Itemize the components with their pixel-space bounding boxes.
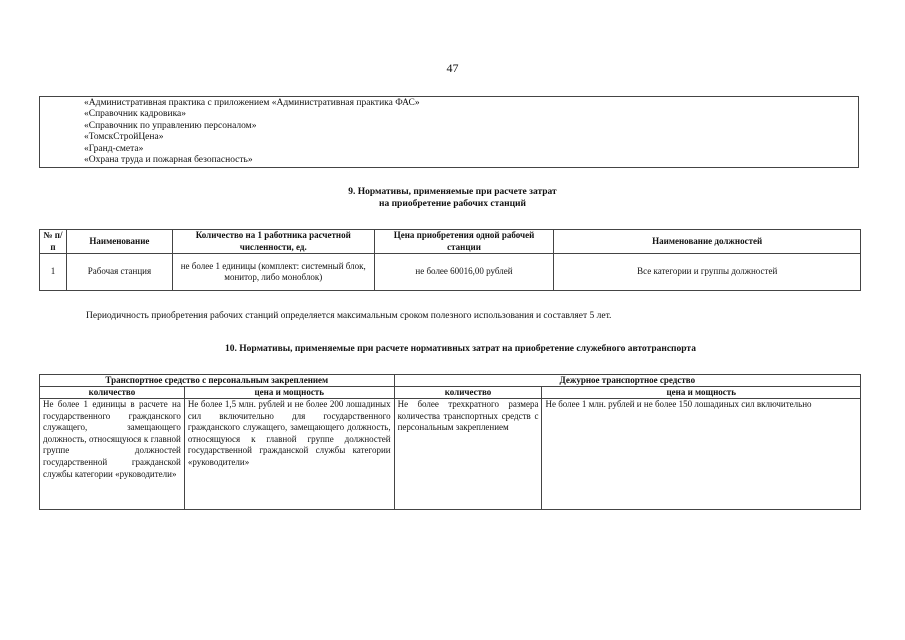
- vehicles-table: [39, 374, 861, 510]
- header-duty-quantity: количество: [394, 387, 542, 399]
- software-item: «Справочник кадровика»: [84, 109, 187, 120]
- header-personal-price-power: цена и мощность: [184, 387, 394, 399]
- header-duty-vehicle: Дежурное транспортное средство: [394, 375, 860, 387]
- header-duty-price-power: цена и мощность: [542, 387, 861, 399]
- software-item: «Справочник по управлению персоналом»: [84, 120, 257, 131]
- cell-num: 1: [40, 254, 67, 291]
- section10-title: 10. Нормативы, применяемые при расчете нормативных затрат на приобретение служебного автотранспорта: [225, 344, 696, 354]
- table-group-header-row: [40, 375, 861, 387]
- header-personal-quantity: количество: [40, 387, 185, 399]
- workstations-table: [39, 229, 861, 291]
- section9-title-line1: 9. Нормативы, применяемые при расчете затрат: [348, 187, 557, 197]
- cell-duty-price-power: Не более 1 млн. рублей и не более 150 лошадиных сил включительно: [542, 399, 861, 510]
- cell-personal-price-power: Не более 1,5 млн. рублей и не более 200 лошадиных сил включительно для государственного гражданского служащего, замещающего должность, относящуюся к главной группе должностей государственной гражданской службы категории «руководители»: [184, 399, 394, 510]
- header-personal-vehicle: Транспортное средство с персональным закреплением: [40, 375, 395, 387]
- header-positions: Наименование должностей: [554, 230, 861, 254]
- software-list: [40, 97, 858, 166]
- header-num: № п/п: [40, 230, 67, 254]
- section9-title-line2: на приобретение рабочих станций: [378, 199, 526, 209]
- software-list-box: [39, 96, 859, 168]
- header-quantity: Количество на 1 работника расчетной численности, ед.: [172, 230, 374, 254]
- header-name: Наименование: [66, 230, 172, 254]
- cell-price: не более 60016,00 рублей: [374, 254, 554, 291]
- table-row: [40, 254, 861, 291]
- header-price: Цена приобретения одной рабочей станции: [374, 230, 554, 254]
- periodicity-text: Периодичность приобретения рабочих станций определяется максимальным сроком полезного использования и составляет 5 лет.: [86, 311, 612, 321]
- table-header-row: [40, 230, 861, 254]
- software-item: «Гранд-смета»: [84, 143, 144, 154]
- cell-personal-quantity: Не более 1 единицы в расчете на государственного гражданского служащего, замещающего должность, относящуюся к главной группе должностей государственной гражданской службы категории «руководители»: [40, 399, 185, 510]
- table-header-row: [40, 387, 861, 399]
- table-row: [40, 399, 861, 510]
- cell-duty-quantity: Не более трехкратного размера количества транспортных средств с персональным закреплением: [394, 399, 542, 510]
- page-number: 47: [446, 61, 459, 75]
- software-item: «Охрана труда и пожарная безопасность»: [84, 155, 253, 166]
- section9-title: [0, 186, 905, 210]
- cell-quantity: не более 1 единицы (комплект: системный блок, монитор, либо моноблок): [172, 254, 374, 291]
- cell-name: Рабочая станция: [66, 254, 172, 291]
- software-item: «Административная практика с приложением «Административная практика ФАС»: [84, 98, 420, 108]
- software-item: «ТомскСтройЦена»: [84, 132, 164, 143]
- cell-positions: Все категории и группы должностей: [554, 254, 861, 291]
